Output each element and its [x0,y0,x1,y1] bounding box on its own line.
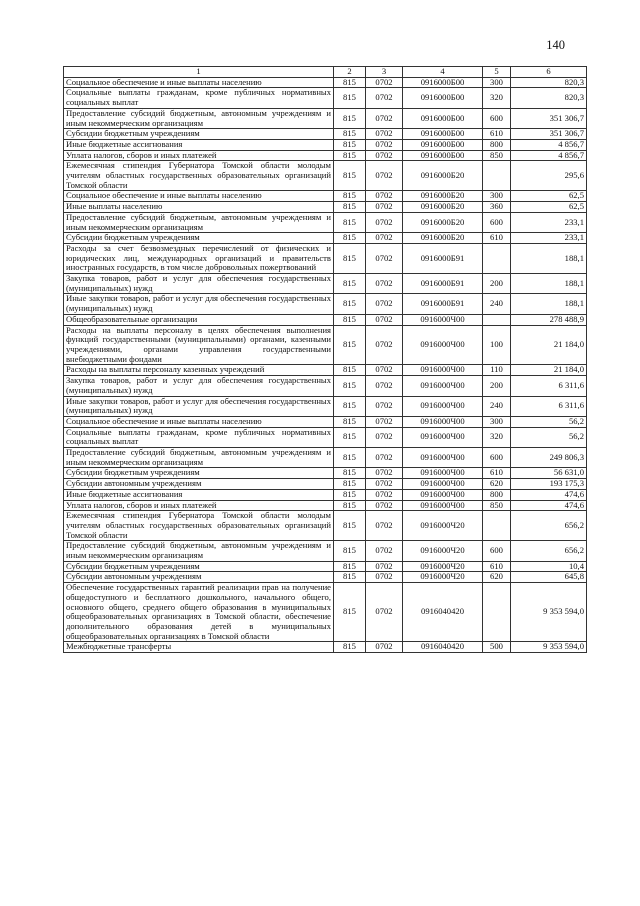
row-target-article: 0916000Ч20 [403,541,483,561]
row-expense-type: 620 [483,572,511,583]
row-ministry-code: 815 [334,77,366,88]
row-expense-type: 100 [483,325,511,365]
row-target-article: 0916000Ч00 [403,416,483,427]
row-amount: 9 353 594,0 [511,583,587,642]
row-expense-type: 600 [483,212,511,232]
table-row [64,561,587,572]
table-row [64,468,587,479]
table-row [64,150,587,161]
row-expense-type: 110 [483,365,511,376]
row-description: Социальное обеспечение и иные выплаты населению [64,416,334,427]
table-row [64,489,587,500]
table-header-row [64,67,587,78]
row-amount: 4 856,7 [511,139,587,150]
row-target-article: 0916000Ч00 [403,325,483,365]
row-section-code: 0702 [366,572,403,583]
row-target-article: 0916000Б00 [403,150,483,161]
row-target-article: 0916000Ч00 [403,376,483,396]
row-amount: 233,1 [511,233,587,244]
page-number: 140 [546,38,565,52]
row-amount: 188,1 [511,243,587,273]
row-target-article: 0916000Ч00 [403,448,483,468]
row-description: Ежемесячная стипендия Губернатора Томской области молодым учителям областных государственных образовательных организаций Томской области [64,161,334,191]
row-section-code: 0702 [366,108,403,128]
row-section-code: 0702 [366,233,403,244]
row-target-article: 0916000Ч00 [403,396,483,416]
row-description: Общеобразовательные организации [64,314,334,325]
row-ministry-code: 815 [334,427,366,447]
row-target-article: 0916000Ч00 [403,489,483,500]
row-ministry-code: 815 [334,129,366,140]
row-section-code: 0702 [366,365,403,376]
table-row [64,541,587,561]
row-amount: 645,8 [511,572,587,583]
row-target-article: 0916000Б91 [403,274,483,294]
row-description: Предоставление субсидий бюджетным, автономным учреждениям и иным некоммерческим организациям [64,108,334,128]
row-section-code: 0702 [366,294,403,314]
row-ministry-code: 815 [334,191,366,202]
row-expense-type: 320 [483,88,511,108]
row-section-code: 0702 [366,489,403,500]
row-description: Закупка товаров, работ и услуг для обеспечения государственных (муниципальных) нужд [64,376,334,396]
row-description: Иные закупки товаров, работ и услуг для обеспечения государственных (муниципальных) нужд [64,294,334,314]
row-target-article: 0916000Ч00 [403,314,483,325]
table-row [64,233,587,244]
column-header-expense-type: 5 [483,67,511,78]
row-description: Социальное обеспечение и иные выплаты населению [64,77,334,88]
row-section-code: 0702 [366,202,403,213]
table-row [64,314,587,325]
table-row [64,583,587,642]
row-description: Предоставление субсидий бюджетным, автономным учреждениям и иным некоммерческим организациям [64,212,334,232]
table-row [64,243,587,273]
table-row [64,448,587,468]
row-target-article: 0916000Ч00 [403,468,483,479]
table-row [64,511,587,541]
row-description: Межбюджетные трансферты [64,642,334,653]
row-description: Уплата налогов, сборов и иных платежей [64,500,334,511]
row-expense-type [483,511,511,541]
table-row [64,129,587,140]
row-section-code: 0702 [366,243,403,273]
row-expense-type: 850 [483,500,511,511]
row-target-article: 0916000Б00 [403,139,483,150]
row-target-article: 0916000Б00 [403,88,483,108]
row-ministry-code: 815 [334,468,366,479]
row-expense-type: 200 [483,376,511,396]
table-row [64,294,587,314]
row-amount: 6 311,6 [511,396,587,416]
row-section-code: 0702 [366,139,403,150]
row-expense-type: 620 [483,479,511,490]
row-amount: 295,6 [511,161,587,191]
row-ministry-code: 815 [334,294,366,314]
table-row [64,479,587,490]
table-row [64,161,587,191]
row-ministry-code: 815 [334,212,366,232]
row-expense-type: 850 [483,150,511,161]
row-amount: 249 806,3 [511,448,587,468]
row-section-code: 0702 [366,468,403,479]
row-ministry-code: 815 [334,541,366,561]
row-amount: 9 353 594,0 [511,642,587,653]
row-ministry-code: 815 [334,274,366,294]
row-ministry-code: 815 [334,489,366,500]
row-section-code: 0702 [366,274,403,294]
row-ministry-code: 815 [334,150,366,161]
row-amount: 56,2 [511,416,587,427]
row-ministry-code: 815 [334,365,366,376]
row-description: Субсидии бюджетным учреждениям [64,561,334,572]
row-target-article: 0916000Ч00 [403,427,483,447]
row-amount: 656,2 [511,541,587,561]
row-expense-type: 320 [483,427,511,447]
row-section-code: 0702 [366,212,403,232]
row-amount: 21 184,0 [511,365,587,376]
table-row [64,274,587,294]
row-description: Социальные выплаты гражданам, кроме публичных нормативных социальных выплат [64,427,334,447]
row-expense-type: 300 [483,191,511,202]
row-ministry-code: 815 [334,396,366,416]
row-section-code: 0702 [366,500,403,511]
row-expense-type: 500 [483,642,511,653]
row-target-article: 0916000Б20 [403,212,483,232]
row-description: Предоставление субсидий бюджетным, автономным учреждениям и иным некоммерческим организациям [64,541,334,561]
row-description: Иные бюджетные ассигнования [64,139,334,150]
row-description: Обеспечение государственных гарантий реализации прав на получение общедоступного и бесплатного дошкольного, начального общего, основного общего, среднего общего образования в муниципальных общеобразовательных организациях в Томской области, обеспечение дополнительного образования детей в муниципальных общеобразовательных организациях в Томской области [64,583,334,642]
row-description: Социальные выплаты гражданам, кроме публичных нормативных социальных выплат [64,88,334,108]
column-header-section: 3 [366,67,403,78]
column-header-amount: 6 [511,67,587,78]
row-section-code: 0702 [366,479,403,490]
row-ministry-code: 815 [334,561,366,572]
row-section-code: 0702 [366,448,403,468]
row-expense-type [483,243,511,273]
row-ministry-code: 815 [334,161,366,191]
row-description: Субсидии бюджетным учреждениям [64,233,334,244]
row-amount: 278 488,9 [511,314,587,325]
row-expense-type: 800 [483,489,511,500]
row-target-article: 0916000Ч00 [403,500,483,511]
row-section-code: 0702 [366,150,403,161]
row-ministry-code: 815 [334,376,366,396]
row-amount: 56 631,0 [511,468,587,479]
column-header-description: 1 [64,67,334,78]
table-row [64,108,587,128]
row-ministry-code: 815 [334,448,366,468]
row-amount: 4 856,7 [511,150,587,161]
row-description: Иные бюджетные ассигнования [64,489,334,500]
row-expense-type: 300 [483,77,511,88]
table-row [64,416,587,427]
row-ministry-code: 815 [334,583,366,642]
row-ministry-code: 815 [334,572,366,583]
row-section-code: 0702 [366,541,403,561]
row-section-code: 0702 [366,161,403,191]
row-section-code: 0702 [366,583,403,642]
row-expense-type: 240 [483,294,511,314]
row-amount: 351 306,7 [511,129,587,140]
row-description: Социальное обеспечение и иные выплаты населению [64,191,334,202]
row-description: Уплата налогов, сборов и иных платежей [64,150,334,161]
row-target-article: 0916000Б20 [403,233,483,244]
table-row [64,642,587,653]
row-expense-type: 600 [483,108,511,128]
row-ministry-code: 815 [334,511,366,541]
row-section-code: 0702 [366,427,403,447]
row-amount: 10,4 [511,561,587,572]
row-section-code: 0702 [366,88,403,108]
row-amount: 56,2 [511,427,587,447]
table-row [64,427,587,447]
row-expense-type: 610 [483,468,511,479]
table-row [64,212,587,232]
row-section-code: 0702 [366,396,403,416]
row-target-article: 0916000Б00 [403,77,483,88]
row-description: Субсидии бюджетным учреждениям [64,468,334,479]
row-target-article: 0916000Б20 [403,161,483,191]
row-amount: 233,1 [511,212,587,232]
row-section-code: 0702 [366,77,403,88]
row-section-code: 0702 [366,511,403,541]
row-amount: 6 311,6 [511,376,587,396]
row-description: Расходы за счет безвозмездных перечислений от физических и юридических лиц, международных организаций и правительств иностранных государств, в том числе добровольных пожертвований [64,243,334,273]
row-ministry-code: 815 [334,88,366,108]
row-ministry-code: 815 [334,479,366,490]
budget-table [63,66,587,653]
row-description: Предоставление субсидий бюджетным, автономным учреждениям и иным некоммерческим организациям [64,448,334,468]
row-ministry-code: 815 [334,416,366,427]
row-ministry-code: 815 [334,642,366,653]
row-expense-type: 800 [483,139,511,150]
row-amount: 188,1 [511,294,587,314]
row-amount: 656,2 [511,511,587,541]
row-section-code: 0702 [366,129,403,140]
table-row [64,396,587,416]
row-target-article: 0916000Б91 [403,294,483,314]
row-amount: 62,5 [511,202,587,213]
row-ministry-code: 815 [334,233,366,244]
row-section-code: 0702 [366,642,403,653]
row-amount: 21 184,0 [511,325,587,365]
row-expense-type: 610 [483,129,511,140]
row-target-article: 0916000Ч00 [403,479,483,490]
row-amount: 820,3 [511,88,587,108]
row-expense-type [483,314,511,325]
row-section-code: 0702 [366,314,403,325]
table-row [64,376,587,396]
row-ministry-code: 815 [334,325,366,365]
row-target-article: 0916000Б00 [403,129,483,140]
row-section-code: 0702 [366,191,403,202]
row-description: Ежемесячная стипендия Губернатора Томской области молодым учителям областных государственных образовательных организаций Томской области [64,511,334,541]
row-ministry-code: 815 [334,108,366,128]
table-row [64,500,587,511]
row-section-code: 0702 [366,416,403,427]
row-expense-type: 240 [483,396,511,416]
row-ministry-code: 815 [334,202,366,213]
table-row [64,88,587,108]
row-expense-type: 200 [483,274,511,294]
row-expense-type: 610 [483,233,511,244]
row-description: Иные закупки товаров, работ и услуг для обеспечения государственных (муниципальных) нужд [64,396,334,416]
row-expense-type [483,161,511,191]
table-row [64,572,587,583]
row-section-code: 0702 [366,561,403,572]
table-row [64,325,587,365]
row-target-article: 0916000Ч20 [403,561,483,572]
row-description: Субсидии автономным учреждениям [64,479,334,490]
table-row [64,191,587,202]
column-header-target-article: 4 [403,67,483,78]
row-expense-type: 600 [483,541,511,561]
budget-table-body [64,67,587,653]
row-target-article: 0916000Ч00 [403,365,483,376]
row-amount: 474,6 [511,489,587,500]
row-amount: 474,6 [511,500,587,511]
row-description: Субсидии бюджетным учреждениям [64,129,334,140]
row-ministry-code: 815 [334,500,366,511]
row-target-article: 0916000Б91 [403,243,483,273]
row-target-article: 0916000Б00 [403,108,483,128]
row-ministry-code: 815 [334,243,366,273]
row-ministry-code: 815 [334,314,366,325]
row-ministry-code: 815 [334,139,366,150]
row-description: Иные выплаты населению [64,202,334,213]
row-description: Расходы на выплаты персоналу в целях обеспечения выполнения функций государственными (муниципальными) органами, казенными учреждениями, органами управления государственными внебюджетными фондами [64,325,334,365]
column-header-ministry: 2 [334,67,366,78]
row-description: Субсидии автономным учреждениям [64,572,334,583]
table-row [64,77,587,88]
row-amount: 351 306,7 [511,108,587,128]
table-row [64,202,587,213]
row-description: Закупка товаров, работ и услуг для обеспечения государственных (муниципальных) нужд [64,274,334,294]
row-amount: 188,1 [511,274,587,294]
row-expense-type: 300 [483,416,511,427]
row-expense-type: 360 [483,202,511,213]
row-amount: 820,3 [511,77,587,88]
row-target-article: 0916000Б20 [403,202,483,213]
row-section-code: 0702 [366,376,403,396]
row-target-article: 0916040420 [403,583,483,642]
table-row [64,365,587,376]
row-amount: 62,5 [511,191,587,202]
row-target-article: 0916000Ч20 [403,572,483,583]
row-target-article: 0916000Ч20 [403,511,483,541]
table-row [64,139,587,150]
row-description: Расходы на выплаты персоналу казенных учреждений [64,365,334,376]
row-expense-type: 610 [483,561,511,572]
row-expense-type [483,583,511,642]
row-expense-type: 600 [483,448,511,468]
row-amount: 193 175,3 [511,479,587,490]
row-target-article: 0916000Б20 [403,191,483,202]
row-section-code: 0702 [366,325,403,365]
row-target-article: 0916040420 [403,642,483,653]
